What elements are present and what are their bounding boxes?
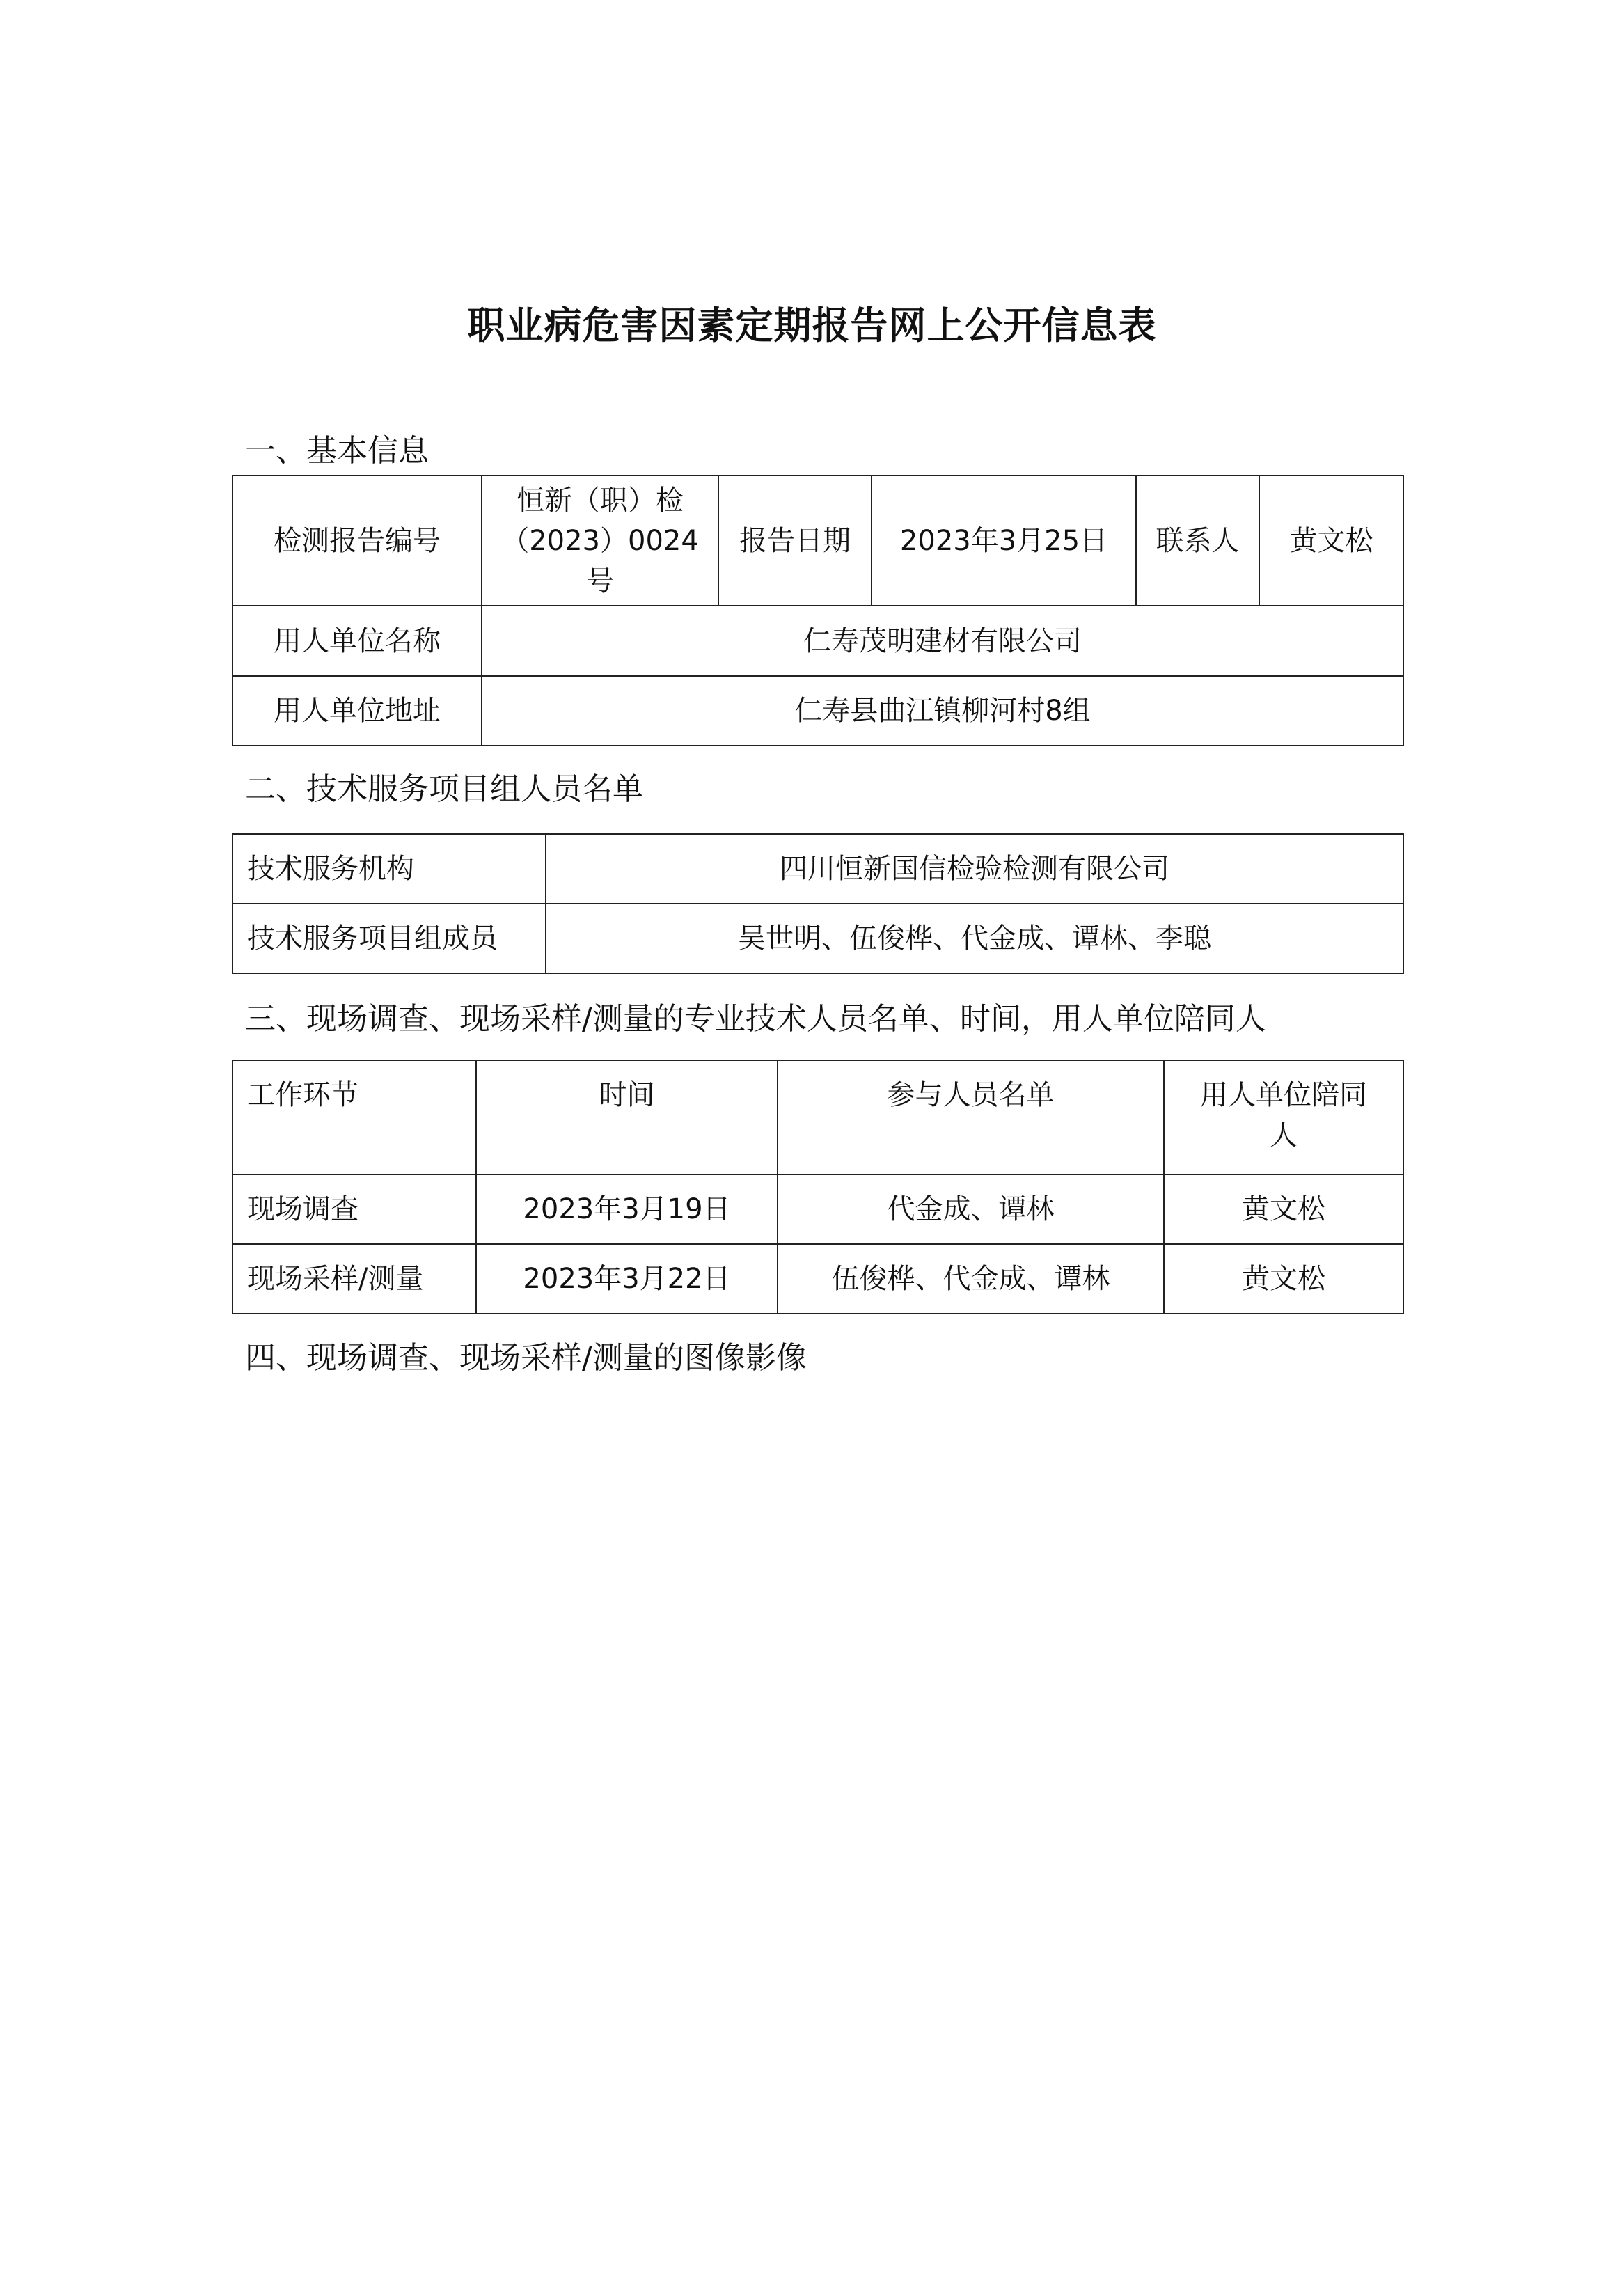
header-escort [1164, 1060, 1403, 1174]
employer-address-label: 用人单位地址 [232, 676, 482, 746]
table-row [232, 1174, 1403, 1244]
row-time: 2023年3月19日 [476, 1174, 778, 1244]
contact-label: 联系人 [1136, 475, 1259, 606]
row-participants: 代金成、谭林 [778, 1174, 1164, 1244]
employer-name-value: 仁寿茂明建材有限公司 [482, 606, 1403, 676]
report-number-cell [482, 475, 718, 606]
section-heading-images: 四、现场调查、现场采样/测量的图像影像 [245, 1340, 807, 1376]
row-time: 2023年3月22日 [476, 1244, 778, 1314]
team-members-value: 吴世明、伍俊桦、代金成、谭林、李聪 [546, 904, 1403, 973]
header-participants: 参与人员名单 [778, 1060, 1164, 1174]
team-members-label: 技术服务项目组成员 [232, 904, 546, 973]
section-heading-field-staff: 三、现场调查、现场采样/测量的专业技术人员名单、时间，用人单位陪同人 [245, 1001, 1266, 1037]
report-number-label: 检测报告编号 [232, 475, 482, 606]
header-escort-line1: 用人单位陪同 [1200, 1079, 1367, 1111]
row-stage: 现场调查 [232, 1174, 476, 1244]
report-number-line2: （2023）0024号 [501, 524, 699, 597]
row-stage: 现场采样/测量 [232, 1244, 476, 1314]
field-work-table [232, 1060, 1404, 1314]
report-date-label: 报告日期 [718, 475, 872, 606]
section-heading-team: 二、技术服务项目组人员名单 [245, 771, 643, 807]
service-org-label: 技术服务机构 [232, 834, 546, 904]
row-escort: 黄文松 [1164, 1244, 1403, 1314]
header-stage: 工作环节 [232, 1060, 476, 1174]
header-escort-line2: 人 [1270, 1119, 1298, 1151]
section-heading-basic-info: 一、基本信息 [245, 433, 429, 469]
row-escort: 黄文松 [1164, 1174, 1403, 1244]
service-org-value: 四川恒新国信检验检测有限公司 [546, 834, 1403, 904]
employer-name-label: 用人单位名称 [232, 606, 482, 676]
table-row [232, 1244, 1403, 1314]
basic-info-table [232, 475, 1404, 746]
report-number-line1: 恒新（职）检 [517, 484, 684, 517]
header-time: 时间 [476, 1060, 778, 1174]
employer-address-value: 仁寿县曲江镇柳河村8组 [482, 676, 1403, 746]
contact-value: 黄文松 [1259, 475, 1403, 606]
row-participants: 伍俊桦、代金成、谭林 [778, 1244, 1164, 1314]
report-date-value: 2023年3月25日 [872, 475, 1136, 606]
page-title: 职业病危害因素定期报告网上公开信息表 [467, 304, 1157, 347]
team-table [232, 833, 1404, 974]
